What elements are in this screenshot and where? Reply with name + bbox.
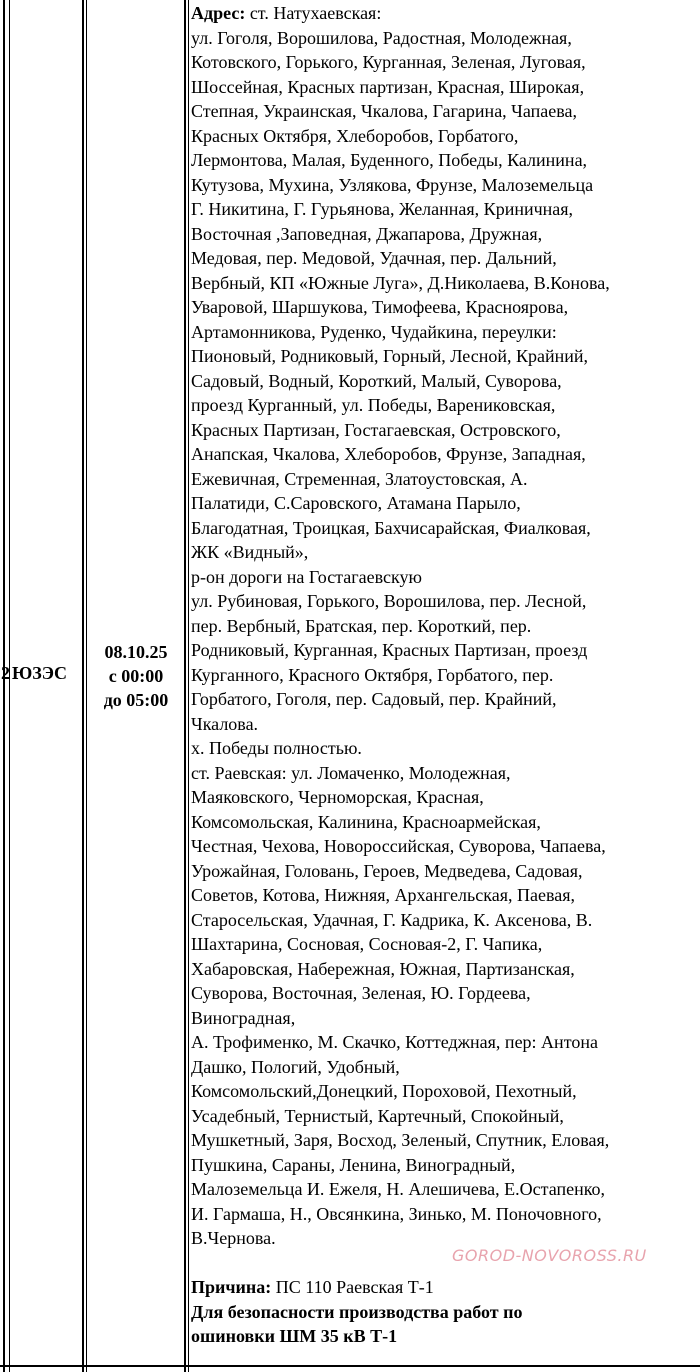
address-line: Палатиди, С.Саровского, Атамана Парыло, xyxy=(191,493,521,513)
address-line: В.Чернова. xyxy=(191,1228,276,1248)
address-line: Садовый, Водный, Короткий, Малый, Суворова, xyxy=(191,370,562,391)
address-line: Горбатого, Гоголя, пер. Садовый, пер. Крайний, xyxy=(191,689,557,709)
address-line: Курганного, Красного Октября, Горбатого, пер. xyxy=(191,664,554,685)
address-line: Котовского, Горького, Курганная, Зеленая, Луговая, xyxy=(191,52,586,72)
address-line: Малоземельца И. Ежеля, Н. Алешичева, Е.Остапенко, xyxy=(191,1179,606,1199)
address-line: проезд Курганный, ул. Победы, Варениковская, xyxy=(191,395,556,415)
address-line: р-он дороги на Гостагаевскую xyxy=(191,566,422,587)
row-number: 2 xyxy=(1,663,10,683)
address-line: Ежевичная, Стременная, Златоустовская, А. xyxy=(191,468,528,489)
address-line: Маяковского, Черноморская, Красная, xyxy=(191,787,484,807)
reason-text: ПС 110 Раевская Т-1 xyxy=(271,1277,434,1297)
address-line: Лермонтова, Малая, Буденного, Победы, Калинина, xyxy=(191,150,588,170)
column-divider-1 xyxy=(82,0,84,1372)
address-line: А. Трофименко, М. Скачко, Коттеджная, пер: Антона xyxy=(191,1032,598,1052)
row-number-res-cell xyxy=(0,662,84,684)
address-line: Шахтарина, Сосновая, Сосновая-2, Г. Чапика, xyxy=(191,934,543,954)
address-line: Благодатная, Троицкая, Бахчисарайская, Фиалковая, xyxy=(191,517,591,538)
watermark: GOROD-NOVOROSS.RU xyxy=(452,1246,647,1265)
address-line: Хабаровская, Набережная, Южная, Партизанская, xyxy=(191,958,575,979)
address-line: ст. Раевская: ул. Ломаченко, Молодежная, xyxy=(191,762,511,783)
address-line: Дашко, Пологий, Удобный, xyxy=(191,1056,400,1077)
address-line: Красных Партизан, Гостагаевская, Островского, xyxy=(191,419,561,440)
address-line: Восточная ,Заповедная, Джапарова, Дружная, xyxy=(191,223,543,244)
reason-label: Причина: xyxy=(191,1277,272,1297)
address-header xyxy=(191,1,700,26)
address-line: Родниковый, Курганная, Красных Партизан, проезд xyxy=(191,640,588,660)
column-divider-2 xyxy=(184,0,186,1372)
address-line: Старосельская, Удачная, Г. Кадрика, К. Аксенова, В. xyxy=(191,909,593,930)
address-line: Урожайная, Головань, Героев, Медведева, Садовая, xyxy=(191,860,583,881)
address-line: Уваровой, Шаршукова, Тимофеева, Краснояровa, xyxy=(191,297,569,317)
address-line: Суворова, Восточная, Зеленая, Ю. Гордеева, xyxy=(191,983,531,1003)
address-line: Г. Никитина, Г. Гурьянова, Желанная, Криничная, xyxy=(191,199,574,219)
column-divider-1-inner xyxy=(86,0,87,1372)
address-line: ул. Гоголя, Ворошилова, Радостная, Молодежная, xyxy=(191,27,572,48)
address-line: Медовая, пер. Медовой, Удачная, пер. Дальний, xyxy=(191,248,557,268)
address-lines xyxy=(191,26,700,1251)
table-border-left-inner xyxy=(9,0,10,1372)
res-name: ЮЗЭС xyxy=(12,663,67,683)
outage-date: 08.10.25 xyxy=(104,642,168,662)
table-border-left xyxy=(3,0,5,1372)
address-line: Артамонникова, Руденко, Чудайкина, переулки: xyxy=(191,321,557,342)
address-line: И. Гармаша, Н., Овсянкина, Зинько, М. Поночовного, xyxy=(191,1203,602,1224)
address-line: Виноградная, xyxy=(191,1007,296,1028)
address-line: Степная, Украинская, Чкалова, Гагарина, Чапаева, xyxy=(191,101,577,121)
address-cell xyxy=(191,1,700,1349)
address-line: Пушкина, Сараны, Ленина, Виноградный, xyxy=(191,1154,516,1175)
address-line: Красных Октября, Хлеборобов, Горбатого, xyxy=(191,125,519,146)
reason-detail-2: ошиновки ШМ 35 кВ Т-1 xyxy=(191,1326,398,1346)
address-line: ЖК «Видный», xyxy=(191,542,309,562)
address-line: Комсомольская, Калинина, Красноармейская, xyxy=(191,811,541,832)
address-line: Шоссейная, Красных партизан, Красная, Широкая, xyxy=(191,76,585,97)
column-divider-2-inner xyxy=(188,0,189,1372)
address-line: Честная, Чехова, Новороссийская, Суворова, Чапаева, xyxy=(191,836,606,856)
address-first: ст. Натухаевская: xyxy=(245,3,382,23)
address-label: Адрес: xyxy=(191,3,246,23)
address-line: Вербный, КП «Южные Луга», Д.Николаева, В.Конова, xyxy=(191,272,610,293)
reason-row xyxy=(191,1275,700,1300)
address-line: пер. Вербный, Братская, пер. Короткий, пер. xyxy=(191,615,532,636)
outage-time-from: с 00:00 xyxy=(108,666,164,686)
date-time-cell xyxy=(88,640,184,712)
address-line: Советов, Котова, Нижняя, Архангельская, Паевая, xyxy=(191,885,575,905)
address-line: Мушкетный, Заря, Восход, Зеленый, Спутник, Еловая, xyxy=(191,1130,610,1150)
address-line: Пионовый, Родниковый, Горный, Лесной, Крайний, xyxy=(191,346,589,366)
outage-time-to: до 05:00 xyxy=(103,690,169,710)
address-line: х. Победы полностью. xyxy=(191,738,362,758)
address-line: Комсомольский,Донецкий, Пороховой, Пехотный, xyxy=(191,1081,577,1101)
reason-detail-1: Для безопасности производства работ по xyxy=(191,1301,523,1322)
address-line: Усадебный, Тернистый, Картечный, Спокойный, xyxy=(191,1105,564,1126)
address-line: Анапская, Чкалова, Хлеборобов, Фрунзе, Западная, xyxy=(191,444,586,464)
table-border-bottom xyxy=(0,1365,700,1367)
address-line: ул. Рубиновая, Горького, Ворошилова, пер. Лесной, xyxy=(191,591,587,611)
address-line: Чкалова. xyxy=(191,713,259,734)
address-line: Кутузова, Мухина, Узлякова, Фрунзе, Малоземельца xyxy=(191,174,594,195)
